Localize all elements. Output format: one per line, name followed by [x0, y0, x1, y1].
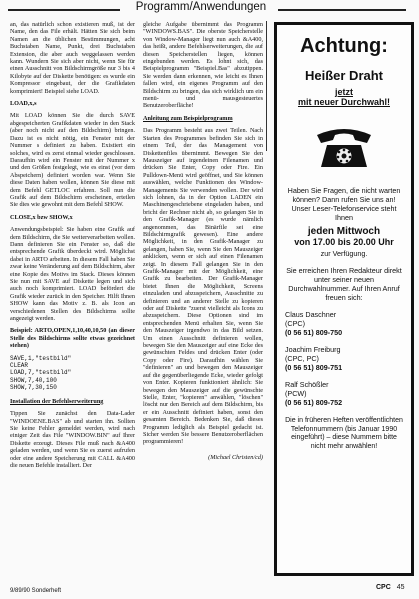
column-divider [266, 21, 267, 151]
section-title: Programm/Anwendungen [135, 1, 267, 13]
example-heading: Anleitung zum Beispielprogramm [143, 114, 233, 122]
telephone-icon [277, 121, 411, 178]
header-rule-right [278, 9, 406, 11]
intro-paragraph: an, das natürlich schon existieren muß, ist der Name, den das File erhält. Hätten Sie sich beim Namen an die üblichen Bestimmungen, acht Buchstaben Name, Punkt, drei Buchstaben Extension, die aber auch weggelassen werden kann. Wundern Sie sich aber nicht, wenn Sie für einen Ausschnitt von Bildschirmgröße nur 3 bis 4 Kilobyte auf der Diskette benötigen: es wurde ein Kompressor eingebaut, der die Grafikdaten komprimiert! Beispiel siehe LOAD. [10, 21, 135, 95]
contact-entry [285, 345, 411, 372]
contact-name: Joachim Freiburg [285, 345, 341, 354]
hotline-heading: Heißer Draht [304, 68, 384, 83]
weekday-text: jeden Mittwoch [307, 226, 381, 237]
availability-text: zur Verfügung. [320, 249, 368, 258]
contact-phone: (0 56 51) 809-750 [285, 328, 343, 337]
close-heading: CLOSE,x bzw SHOW,x [10, 213, 73, 221]
contact-name: Claus Daschner [285, 310, 337, 319]
contact-phone: (0 56 51) 809-751 [285, 363, 343, 372]
magazine-logo: CPC [376, 584, 391, 591]
code-line: SHOW,7,30,150 [10, 384, 57, 392]
achtung-heading: Achtung: [300, 35, 388, 57]
durchwahl-text: mit neuer Durchwahl! [297, 97, 390, 107]
middle-intro-paragraph: gleiche Aufgabe übernimmt das Programm "WINDOWS.BAS". Die oberste Speicherstelle von Window-Manager liegt nun auch &A400, das heißt, andere Befehlserweiterungen, die auf diesen Speicherstellen liegen, können eingebunden werden. Es lohnt sich, das Beispielprogramm "Beispiel.Bas" abzutippen. Sie werden dann erkennen, wie leicht es Ihnen fallen wird, ein eigenes Programm auf den Bildschirm zu bringen, das sich wirklich um ein menü- und mausgesteuertes Benutzeroberfläche! [143, 21, 263, 110]
jetzt-text: jetzt [335, 87, 353, 97]
contact-phone: (0 56 51) 809-752 [285, 398, 343, 407]
reach-text: Sie erreichen Ihren Redakteur direkt unter seiner neuen Durchwahlnummer. Auf Ihren Anruf freuen sich: [286, 266, 402, 302]
load-paragraph: Mit LOAD können Sie die durch SAVE abgespeicherten Grafikdaten wieder in den Stack (aber noch nicht auf den Bildschirm) bringen. Dazu ist es nicht nötig, ein Fenster mit der Nummer s definiert zu haben. Existiert ein solches, wird es zerst einmal wieder geschlossen. Daraufhin wird ein Fenster mit der Nummer x und den Größen festgelegt, wie es einst (vor dem Abspeichern) definiert worden war. Wenn Sie diese Daten haben wollen, können Sie diese mit dem Befehl GETLOC erfahren. Soll nun die Grafik auf dem Bildschirm erscheinen, erteilen Sie dies wie gewohnt mit dem Befehl SHOW. [10, 112, 135, 209]
contact-entry [285, 310, 411, 337]
contact-name: Ralf Schößler [285, 380, 329, 389]
hotline-footnote: Die in früheren Heften veröffentlichten Telefonnummern (bis Januar 1990 eingeführt) – diese Nummern bitte nicht mehr anwählen! [285, 417, 403, 450]
middle-column [143, 21, 263, 461]
hours-text: von 17.00 bis 20.00 Uhr [294, 237, 394, 247]
page-header [0, 0, 419, 20]
header-rule-left [8, 9, 120, 11]
page-footer-right [376, 584, 405, 591]
contact-entry [285, 380, 411, 407]
example-paragraph: Das Programm besteht aus zwei Teilen. Nach Starten des Programmes befinden Sie sich in einem Teil, der das Management von Diskettenfiles übernimmt. Bewegen Sie den Mauszeiger auf irgendeinen Filenamen und drücken Sie Enter, Copy oder Fire. Ein Pulldown-Menü wird geöffnet, und Sie können auswählen, welche Funktionen des Window-Managements Sie verwenden wollen. Der wird sich lohnen, da in der Option LADEN ein Maschinengeschriebene eingeladen haben, und bricht der Rechner nicht ab, so gelangen Sie in den Grafik-Manager (es wurde nämlich angenommen, das Binärfile sei eine Bildschirmgrafik gewesen). Eine andere Möglichkeit, in den Grafik-Manager zu gelangen, haben Sie, wenn Sie den Mauszeiger anklicken, wenn er sich auf einen Filenamen zeigt. In diesem Fall gelangen Sie in den Grafik-Manager mit der Möglichkeit, eine Grafik zu bearbeiten. Der Grafik-Manager bietet Ihnen die Möglichkeit, Screens einzuladen und abzuspeichern, Ausschnitte zu definieren und an anderer Stelle zu kopieren oder auf Diskette "zuerst vielleicht als Icons zu abzuspeichern. Diese Optionen sind im entsprechenden Menü erhalten Sie, wenn Sie den Mauszeiger irgendwo in das Bild setzen. Um einen Ausschnitt definieren wollen, bewegen Sie den Mauszeiger auf eine Ecke des gewünschten Feldes und drücken Enter (oder Copy oder Fire). Daraufhin wählen Sie "definieren" an und bewegen den Mauszeiger auf die gegenüberliegende Ecke, wieder gefolgt von Enter. Kopieren funktioniert ähnlich: Sie bewegen den Mauszeiger auf die gewünschte Stelle, Enter, "kopieren" anwählen, "löschen" löscht nur den Bereich auf dem Bildschirm, bis er ein Ausschnitt definiert haben, sonst den gesamten Bereich. Bedenken Sie, daß dieses Programm lediglich als Beispiel gedacht ist. Sicher werden Sie bessere Benutzeroberflächen programmieren! [143, 127, 263, 446]
hotline-body: Haben Sie Fragen, die nicht warten können? Dann rufen Sie uns an! Unser Leser-Telefonservice steht Ihnen [287, 186, 401, 222]
code-block [10, 355, 135, 392]
author-signature: (Michael Christen/cd) [208, 453, 263, 461]
example-label: Beispiel: ARTO,OPEN,1,10,40,10,50 (an dieser Stelle des Bildschirms sollte etwas gezeichnet stehen) [10, 327, 135, 350]
install-paragraph: Tippen Sie zunächst den Data-Lader "WINDOENE.BAS" ab und starten ihn. Sollten Sie keine Fehler gemeldet werden, wird nach einiger Zeit das File "WINDOW.BIN" auf Ihrer Diskette erzeugt. Dieses File muß nach &A400 geladen werden, und wenn Sie es zuerst aufrufen oder eine andere Speicherung mit CALL &A400 die neuen Befehle installiert. Der [10, 410, 135, 469]
contact-subject: (CPC) [285, 319, 305, 328]
code-line: CLEAR [10, 362, 29, 370]
issue-label: 9/89/90 Sonderheft [10, 588, 62, 594]
code-line: SAVE,1,"testbild" [10, 354, 72, 362]
hotline-ad-box [274, 22, 414, 576]
load-heading: LOAD,x,s [10, 100, 37, 108]
close-paragraph: Anwendungsbeispiel: Sie haben eine Grafik auf dem Bildschirm, die Sie weiterverarbeiten wollen. Dann definieren Sie ein Fenster so, daß die entsprechende Grafik überdeckt wird. Möglichst dabei in ARTO arbeiten. In diesem Fall haben Sie zwar keine Veränderung auf dem Bildschirm, aber eine Kopie des Motivs im Stack. Dieses können Sie nun mit SAVE auf Diskette legen und sich auch noch komprimiert. LOAD befördert die Grafik wieder zurück in den Speicher. Hilft Ihnen SHOW kann das Motiv z. B. als Icon an verschiedenen Stellen des Bildschirms sollte angezeigt werden. [10, 226, 135, 323]
contact-subject: (PCW) [285, 389, 307, 398]
install-heading: Installation der Befehlserweiterung [10, 397, 104, 405]
contact-subject: (CPC, PC) [285, 354, 319, 363]
code-line: SHOW,7,40,100 [10, 376, 57, 384]
page-number: 45 [396, 584, 405, 591]
left-column [10, 21, 135, 474]
code-line: LOAD,7,"testbild" [10, 369, 72, 377]
